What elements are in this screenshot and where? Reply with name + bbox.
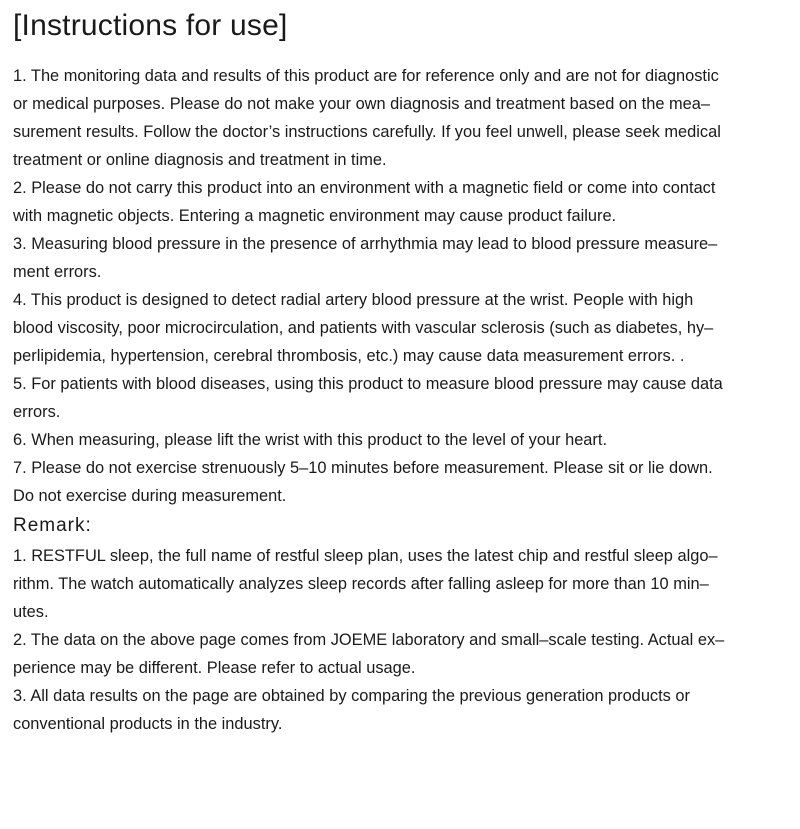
instruction-item [13, 286, 793, 370]
remarks-list [13, 542, 793, 738]
instruction-line: Do not exercise during measurement. [13, 487, 287, 505]
instruction-item [13, 426, 793, 454]
instruction-item [13, 62, 793, 174]
document-page [13, 6, 793, 738]
instruction-line: with magnetic objects. Entering a magnetic environment may cause product failure. [13, 207, 617, 225]
instruction-item [13, 230, 793, 286]
instruction-item [13, 454, 793, 510]
remark-line: 1. RESTFUL sleep, the full name of restful sleep plan, uses the latest chip and restful sleep algo– [13, 547, 718, 565]
instruction-line: 1. The monitoring data and results of this product are for reference only and are not for diagnostic [13, 67, 719, 85]
remark-heading: Remark: [13, 515, 92, 536]
remark-item [13, 682, 793, 738]
instruction-line: perlipidemia, hypertension, cerebral thrombosis, etc.) may cause data measurement errors. . [13, 347, 685, 365]
instruction-item [13, 174, 793, 230]
remark-item [13, 626, 793, 682]
instruction-line: 3. Measuring blood pressure in the presence of arrhythmia may lead to blood pressure measure– [13, 235, 718, 253]
instruction-line: blood viscosity, poor microcirculation, and patients with vascular sclerosis (such as diabetes, hy– [13, 319, 714, 337]
page-title: [Instructions for use] [13, 9, 288, 42]
remark-item [13, 542, 793, 626]
instruction-line: treatment or online diagnosis and treatment in time. [13, 151, 387, 169]
instruction-line: 5. For patients with blood diseases, using this product to measure blood pressure may cause data [13, 375, 723, 393]
remark-line: conventional products in the industry. [13, 715, 283, 733]
remark-line: 2. The data on the above page comes from JOEME laboratory and small–scale testing. Actual ex– [13, 631, 725, 649]
instruction-item [13, 370, 793, 426]
instruction-line: 2. Please do not carry this product into an environment with a magnetic field or come into contact [13, 179, 716, 197]
instruction-line: surement results. Follow the doctor’s instructions carefully. If you feel unwell, please seek medical [13, 123, 721, 141]
instructions-list [13, 62, 793, 510]
instruction-line: or medical purposes. Please do not make your own diagnosis and treatment based on the mea– [13, 95, 711, 113]
instruction-line: ment errors. [13, 263, 102, 281]
instruction-line: errors. [13, 403, 61, 421]
remark-line: perience may be different. Please refer to actual usage. [13, 659, 416, 677]
remark-line: utes. [13, 603, 49, 621]
remark-line: rithm. The watch automatically analyzes sleep records after falling asleep for more than 10 min– [13, 575, 709, 593]
instruction-line: 7. Please do not exercise strenuously 5–10 minutes before measurement. Please sit or lie down. [13, 459, 713, 477]
instruction-line: 4. This product is designed to detect radial artery blood pressure at the wrist. People with high [13, 291, 694, 309]
remark-line: 3. All data results on the page are obtained by comparing the previous generation products or [13, 687, 691, 705]
instruction-line: 6. When measuring, please lift the wrist with this product to the level of your heart. [13, 431, 607, 449]
